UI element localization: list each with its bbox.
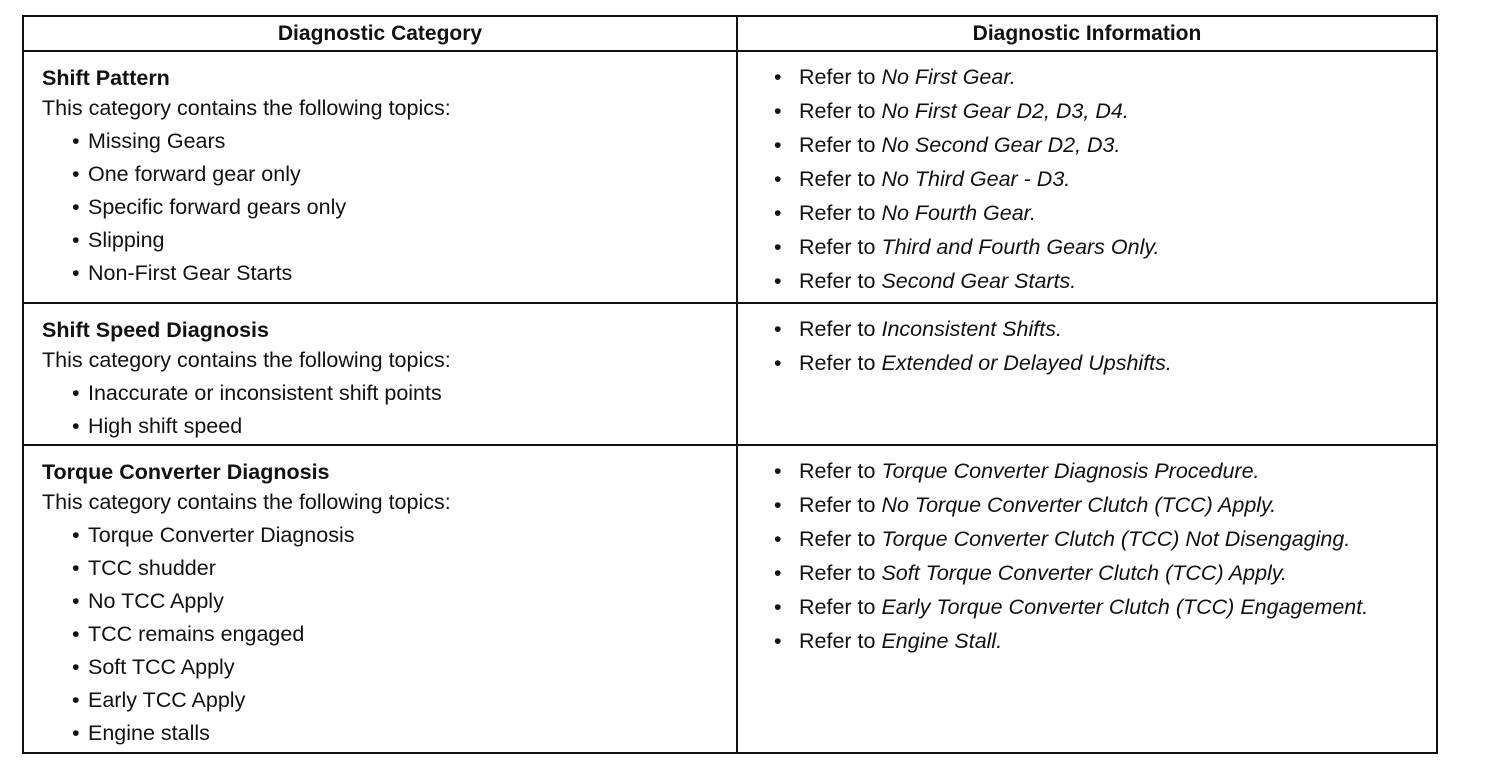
information-cell (737, 445, 1437, 753)
table-body (23, 51, 1437, 753)
category-cell (23, 303, 737, 445)
topic-item: • TCC remains engaged (72, 618, 728, 651)
header-diagnostic-category: Diagnostic Category (23, 16, 737, 51)
topic-item: • Engine stalls (72, 717, 728, 750)
reference-link[interactable]: No Third Gear - D3. (881, 167, 1071, 191)
category-title: Shift Speed Diagnosis (42, 318, 269, 342)
reference-link[interactable]: Torque Converter Diagnosis Procedure. (881, 459, 1260, 483)
topic-item: • Torque Converter Diagnosis (72, 519, 728, 552)
table-row (23, 51, 1437, 303)
reference-item (774, 132, 1428, 158)
reference-link[interactable]: Torque Converter Clutch (TCC) Not Disengaging. (881, 527, 1351, 551)
reference-item (774, 492, 1428, 518)
reference-prefix: Refer to (799, 269, 876, 293)
table-row (23, 303, 1437, 445)
reference-link[interactable]: No First Gear D2, D3, D4. (881, 99, 1129, 123)
reference-item (774, 526, 1428, 552)
reference-prefix: Refer to (799, 527, 876, 551)
diagnostic-table (22, 15, 1438, 754)
reference-item (774, 458, 1428, 484)
topic-item: • No TCC Apply (72, 585, 728, 618)
reference-list (774, 316, 1428, 376)
topic-list (42, 377, 728, 443)
reference-item (774, 628, 1428, 654)
category-cell (23, 445, 737, 753)
information-cell (737, 303, 1437, 445)
category-title: Torque Converter Diagnosis (42, 460, 330, 484)
reference-item (774, 98, 1428, 124)
topic-item: • Soft TCC Apply (72, 651, 728, 684)
reference-link[interactable]: No Fourth Gear. (881, 201, 1037, 225)
topic-item: • Missing Gears (72, 125, 728, 158)
reference-item (774, 350, 1428, 376)
reference-prefix: Refer to (799, 561, 876, 585)
reference-link[interactable]: No Torque Converter Clutch (TCC) Apply. (881, 493, 1277, 517)
reference-list (774, 458, 1428, 654)
header-row (23, 16, 1437, 51)
reference-link[interactable]: No Second Gear D2, D3. (881, 133, 1121, 157)
reference-link[interactable]: Soft Torque Converter Clutch (TCC) Apply. (881, 561, 1287, 585)
reference-prefix: Refer to (799, 133, 876, 157)
category-intro: This category contains the following topics: (42, 96, 451, 120)
reference-link[interactable]: Second Gear Starts. (881, 269, 1077, 293)
reference-prefix: Refer to (799, 167, 876, 191)
reference-prefix: Refer to (799, 493, 876, 517)
reference-item (774, 316, 1428, 342)
reference-prefix: Refer to (799, 317, 876, 341)
category-title: Shift Pattern (42, 66, 170, 90)
reference-prefix: Refer to (799, 595, 876, 619)
reference-prefix: Refer to (799, 201, 876, 225)
reference-item (774, 560, 1428, 586)
reference-link[interactable]: Early Torque Converter Clutch (TCC) Engagement. (881, 595, 1369, 619)
information-cell (737, 51, 1437, 303)
reference-link[interactable]: Inconsistent Shifts. (881, 317, 1062, 341)
topic-item: • Specific forward gears only (72, 191, 728, 224)
topic-list (42, 519, 728, 750)
table-row (23, 445, 1437, 753)
topic-item: • High shift speed (72, 410, 728, 443)
reference-link[interactable]: Engine Stall. (881, 629, 1003, 653)
reference-prefix: Refer to (799, 99, 876, 123)
category-cell (23, 51, 737, 303)
category-intro: This category contains the following topics: (42, 348, 451, 372)
reference-prefix: Refer to (799, 459, 876, 483)
header-diagnostic-information: Diagnostic Information (737, 16, 1437, 51)
reference-link[interactable]: Third and Fourth Gears Only. (881, 235, 1160, 259)
topic-item: • Early TCC Apply (72, 684, 728, 717)
reference-item (774, 166, 1428, 192)
reference-prefix: Refer to (799, 235, 876, 259)
reference-prefix: Refer to (799, 629, 876, 653)
topic-item: • One forward gear only (72, 158, 728, 191)
topic-item: • Inaccurate or inconsistent shift points (72, 377, 728, 410)
reference-item (774, 268, 1428, 294)
reference-list (774, 64, 1428, 294)
reference-prefix: Refer to (799, 351, 876, 375)
reference-link[interactable]: No First Gear. (881, 65, 1016, 89)
topic-item: • TCC shudder (72, 552, 728, 585)
reference-link[interactable]: Extended or Delayed Upshifts. (881, 351, 1172, 375)
topic-list (42, 125, 728, 290)
category-intro: This category contains the following topics: (42, 490, 451, 514)
reference-item (774, 234, 1428, 260)
topic-item: • Slipping (72, 224, 728, 257)
reference-prefix: Refer to (799, 65, 876, 89)
reference-item (774, 64, 1428, 90)
reference-item (774, 200, 1428, 226)
reference-item (774, 594, 1428, 620)
topic-item: • Non-First Gear Starts (72, 257, 728, 290)
